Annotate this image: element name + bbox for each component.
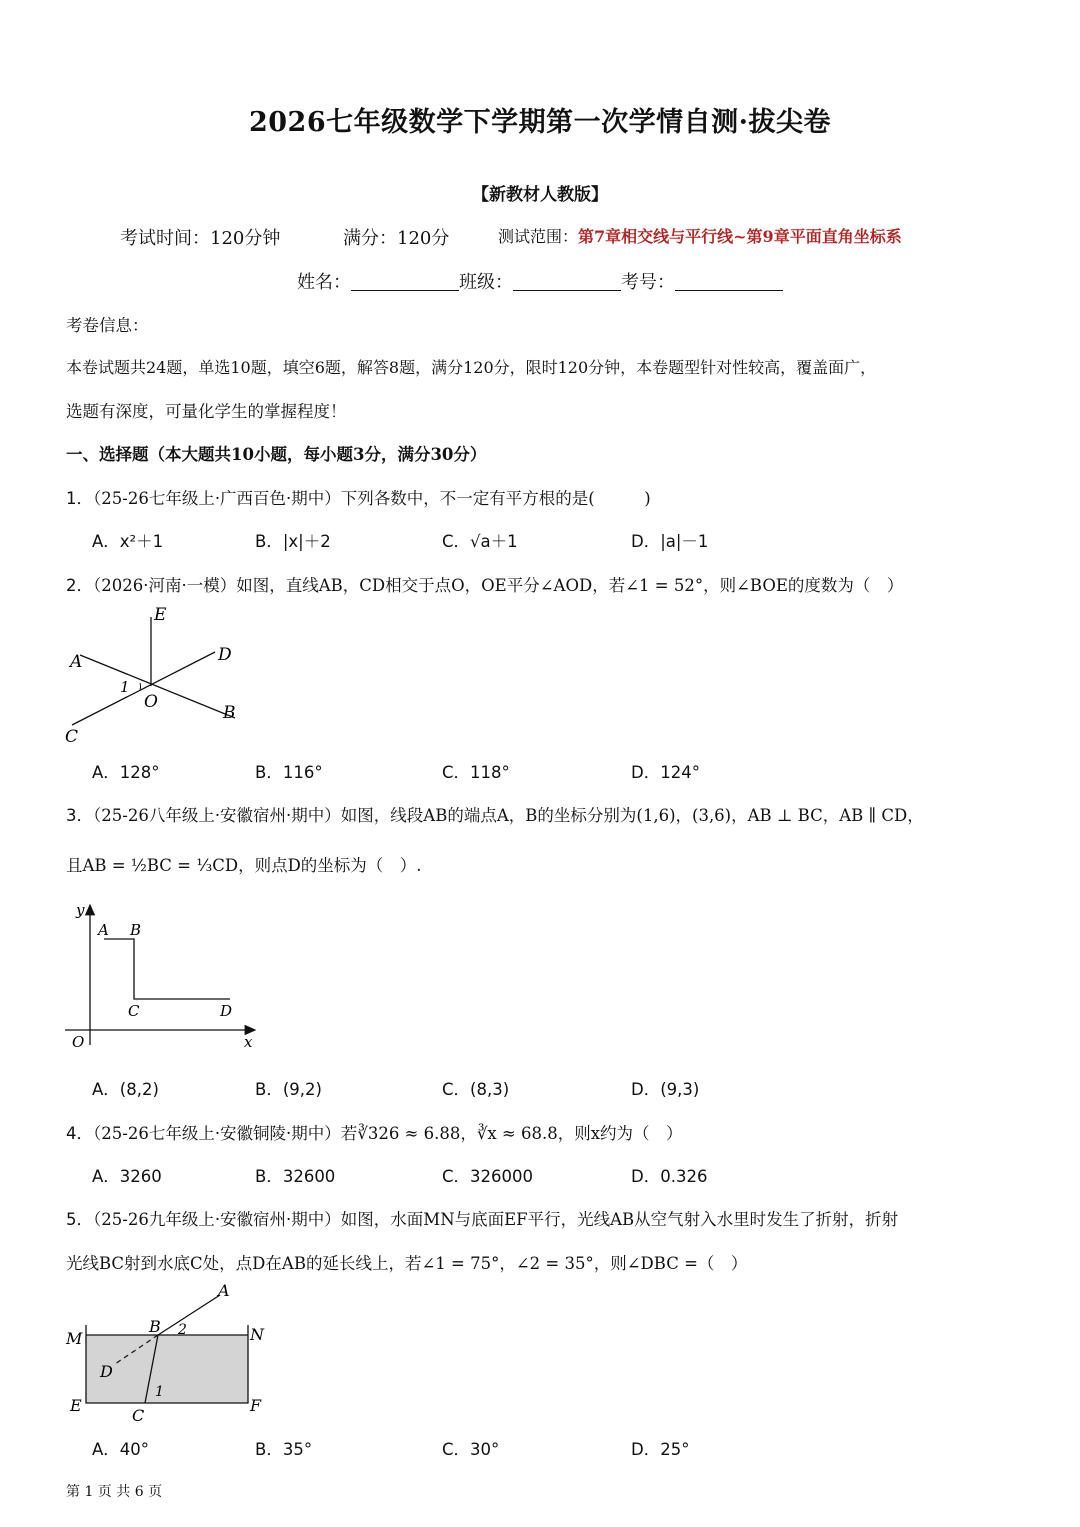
- q3-option-a[interactable]: A．(8,2): [92, 1080, 159, 1099]
- question-number: 4．: [66, 1124, 93, 1143]
- page-title: 2026七年级数学下学期第一次学情自测·拔尖卷: [248, 107, 832, 138]
- question-number: 1．: [66, 489, 93, 508]
- q4-option-b[interactable]: B．32600: [255, 1167, 336, 1186]
- class-label: 班级：: [459, 272, 513, 293]
- question-stem: （25-26九年级上·安徽宿州·期中）如图，水面MN与底面EF平行，光线AB从空气射入水里时发生了折射，折射: [93, 1210, 899, 1229]
- scope-value: 第7章相交线与平行线~第9章平面直角坐标系: [578, 227, 902, 246]
- q2-figure-intersecting-lines: [60, 600, 250, 750]
- number-blank[interactable]: [675, 272, 783, 291]
- question-3-continued: 且AB = ½BC = ⅓CD，则点D的坐标为（ ）.: [66, 856, 422, 875]
- label-2: 2: [178, 1322, 187, 1338]
- question-4: [66, 1120, 683, 1144]
- label-e: E: [154, 605, 167, 625]
- question-stem: （25-26七年级上·安徽铜陵·期中）若∛326 ≈ 6.88，∛x ≈ 68.8，则x约为（ ）: [93, 1124, 683, 1143]
- question-3: [66, 802, 924, 826]
- edition-label: 【新教材人教版】: [472, 185, 608, 205]
- q3-option-b[interactable]: B．(9,2): [255, 1080, 322, 1099]
- q2-option-b[interactable]: B．116°: [255, 763, 323, 782]
- ray-ab: [158, 1295, 220, 1335]
- test-scope: [498, 224, 902, 247]
- info-line-1: 本卷试题共24题，单选10题，填空6题，解答8题，满分120分，限时120分钟，本卷题型针对性较高，覆盖面广，: [66, 358, 877, 377]
- section-heading: 一、选择题（本大题共10小题，每小题3分，满分30分）: [66, 445, 487, 464]
- info-line-2: 选题有深度，可量化学生的掌握程度！: [66, 402, 347, 421]
- angle-1-arc: [140, 683, 141, 690]
- label-a: A: [218, 1281, 230, 1300]
- label-e: E: [70, 1396, 82, 1415]
- q1-option-c[interactable]: C．√a＋1: [442, 532, 518, 551]
- segments-abcd: [104, 939, 230, 999]
- question-number: 5．: [66, 1210, 93, 1229]
- q4-option-c[interactable]: C．326000: [442, 1167, 534, 1186]
- label-b: B: [223, 703, 236, 723]
- label-n: N: [250, 1325, 264, 1344]
- q3-option-d[interactable]: D．(9,3): [631, 1080, 700, 1099]
- q1-option-d[interactable]: D．|a|－1: [631, 532, 709, 551]
- q2-option-a[interactable]: A．128°: [92, 763, 160, 782]
- class-blank[interactable]: [513, 272, 621, 291]
- q3-figure-coordinate-plane: [60, 895, 270, 1060]
- label-a: A: [70, 652, 83, 672]
- label-1: 1: [155, 1384, 164, 1400]
- label-a: A: [98, 921, 109, 939]
- name-blank[interactable]: [351, 272, 459, 291]
- name-label: 姓名：: [297, 272, 351, 293]
- line-cd: [72, 652, 215, 725]
- label-d: D: [220, 1002, 233, 1020]
- q4-option-d[interactable]: D．0.326: [631, 1167, 708, 1186]
- q5-option-c[interactable]: C．30°: [442, 1440, 500, 1459]
- question-stem: （25-26八年级上·安徽宿州·期中）如图，线段AB的端点A，B的坐标分别为(1,6)，(3,6)，AB ⊥ BC，AB ∥ CD，: [93, 806, 924, 825]
- q5-option-b[interactable]: B．35°: [255, 1440, 313, 1459]
- label-o: O: [72, 1033, 85, 1051]
- label-b: B: [149, 1317, 161, 1336]
- question-number: 2．: [66, 576, 93, 595]
- label-d: D: [100, 1362, 113, 1381]
- q2-option-c[interactable]: C．118°: [442, 763, 510, 782]
- full-score: 满分：120分: [343, 228, 450, 249]
- question-1: [66, 485, 651, 509]
- number-label: 考号：: [621, 272, 675, 293]
- label-m: M: [66, 1329, 83, 1348]
- q4-option-a[interactable]: A．3260: [92, 1167, 162, 1186]
- q3-option-c[interactable]: C．(8,3): [442, 1080, 510, 1099]
- q2-option-d[interactable]: D．124°: [631, 763, 700, 782]
- label-x: x: [244, 1033, 253, 1051]
- scope-label: 测试范围：: [498, 227, 579, 246]
- label-f: F: [250, 1396, 262, 1415]
- exam-time: 考试时间：120分钟: [120, 228, 281, 249]
- label-o: O: [144, 692, 158, 712]
- question-5-continued: 光线BC射到水底C处，点D在AB的延长线上，若∠1 = 75°，∠2 = 35°，则∠DBC =（ ）: [66, 1254, 748, 1273]
- label-1: 1: [120, 678, 130, 696]
- label-d: D: [218, 645, 232, 665]
- q5-option-d[interactable]: D．25°: [631, 1440, 690, 1459]
- q5-figure-refraction: [60, 1280, 280, 1430]
- label-c: C: [128, 1002, 140, 1020]
- info-heading: 考卷信息：: [66, 316, 149, 335]
- question-2: [66, 572, 903, 596]
- page-footer: 第 1 页 共 6 页: [66, 1484, 163, 1500]
- question-stem: （2026·河南·一模）如图，直线AB，CD相交于点O，OE平分∠AOD，若∠1 = 52°，则∠BOE的度数为（ ）: [93, 576, 904, 595]
- q5-option-a[interactable]: A．40°: [92, 1440, 150, 1459]
- label-c: C: [65, 727, 79, 747]
- question-stem: （25-26七年级上·广西百色·期中）下列各数中，不一定有平方根的是( ): [93, 489, 651, 508]
- label-c: C: [132, 1406, 145, 1425]
- question-number: 3．: [66, 806, 93, 825]
- student-id-line: [0, 268, 1080, 294]
- label-y: y: [76, 901, 85, 919]
- q1-option-a[interactable]: A．x²＋1: [92, 532, 164, 551]
- question-5: [66, 1206, 898, 1230]
- label-b: B: [130, 921, 142, 939]
- q1-option-b[interactable]: B．|x|＋2: [255, 532, 331, 551]
